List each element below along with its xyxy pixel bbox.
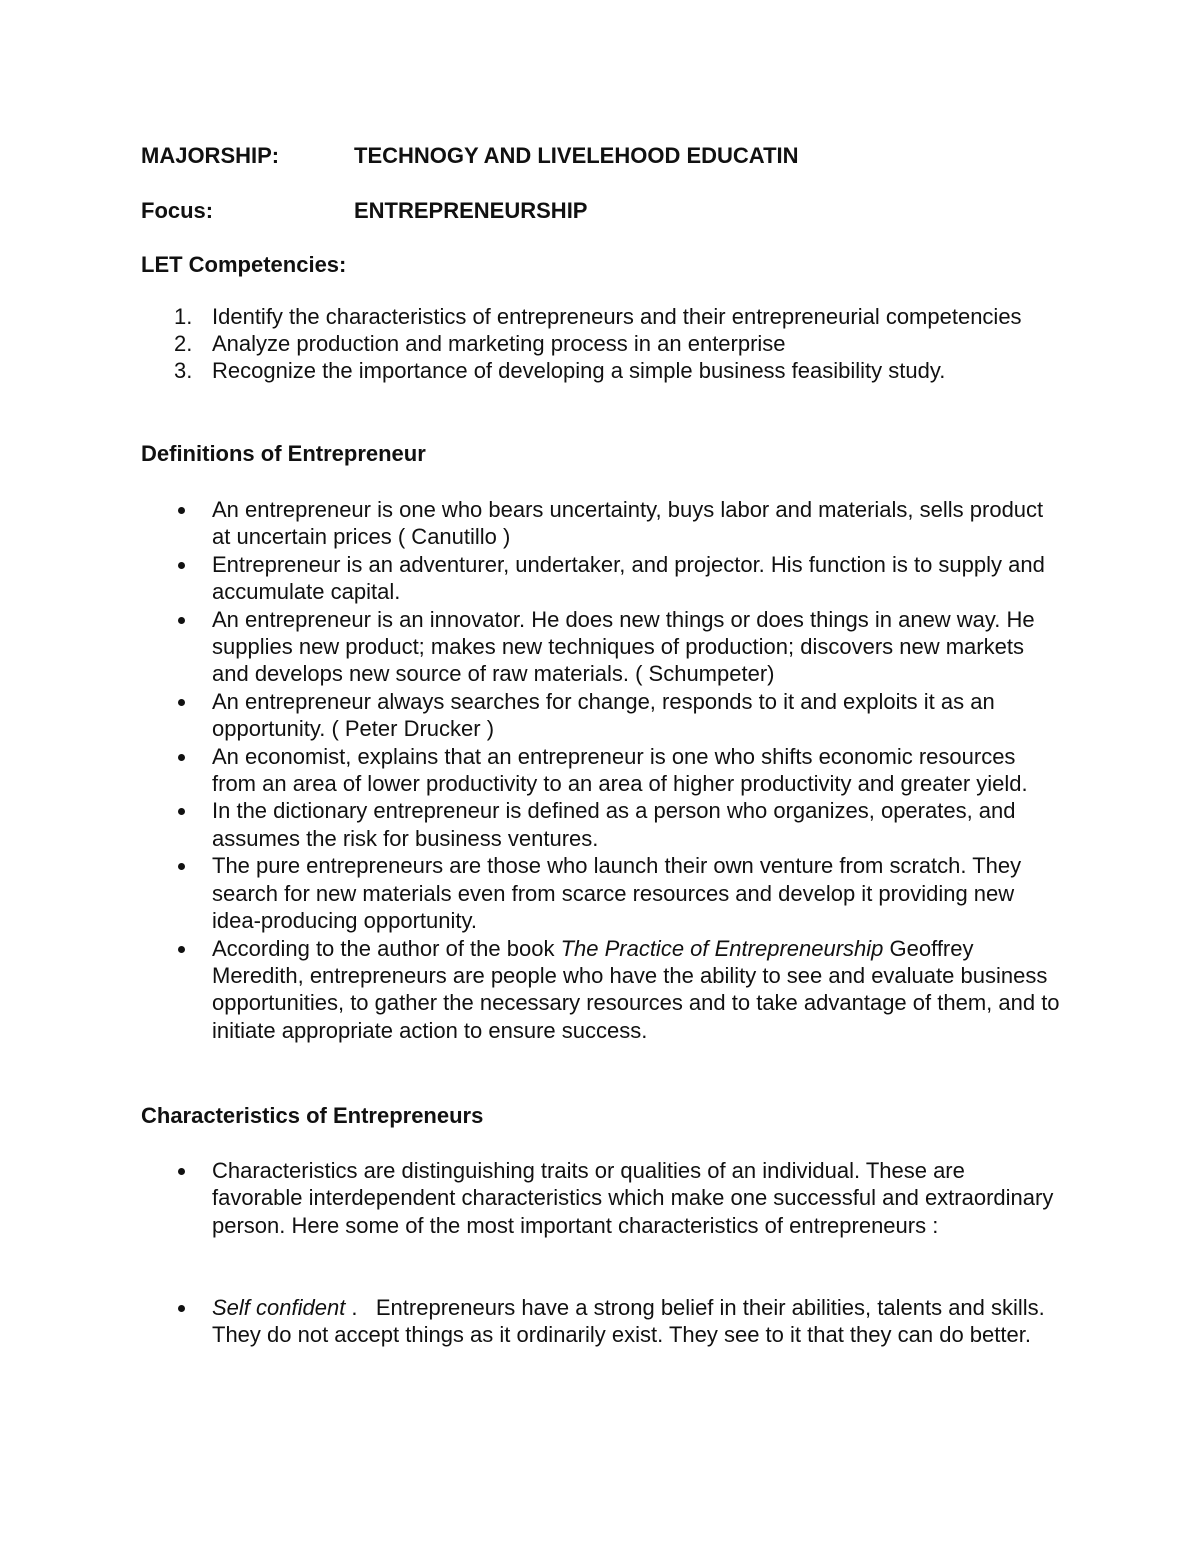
bullet-icon (178, 1168, 185, 1175)
book-title: The Practice of Entrepreneurship (560, 935, 884, 961)
bullet-icon (178, 507, 185, 514)
characteristics-trait-list (141, 1294, 1061, 1349)
list-item (141, 496, 1061, 551)
list-item-text: Entrepreneur is an adventurer, undertaker, and projector. His function is to supply and accumulate capital. (212, 551, 1045, 605)
list-item-text: Identify the characteristics of entrepreneurs and their entrepreneurial competencies (212, 304, 1022, 329)
list-item-text: An economist, explains that an entrepreneur is one who shifts economic resources from an area of lower productivity to an area of higher productivity and greater yield. (212, 743, 1028, 797)
bullet-icon (178, 1305, 185, 1312)
list-item (141, 606, 1061, 688)
majorship-value: TECHNOGY AND LIVELEHOOD EDUCATIN (354, 143, 799, 168)
list-number: 3. (174, 358, 193, 383)
characteristics-heading: Characteristics of Entrepreneurs (141, 1103, 484, 1128)
list-item (141, 743, 1061, 798)
bullet-icon (178, 562, 185, 569)
list-item (141, 797, 1061, 852)
majorship-label: MAJORSHIP: (141, 143, 280, 168)
list-item (141, 852, 1061, 934)
list-item-text: Characteristics are distinguishing traits or qualities of an individual. These are favorable interdependent characteristics which make one successful and extraordinary person. Here some of the most important characteristics of entrepreneurs : (212, 1158, 1054, 1238)
list-item-text: Analyze production and marketing process in an enterprise (212, 331, 786, 356)
focus-label: Focus: (141, 198, 214, 223)
list-item-text: In the dictionary entrepreneur is defined as a person who organizes, operates, and assumes the risk for business ventures. (212, 798, 1016, 851)
bullet-icon (178, 754, 185, 761)
trait-name: Self confident (212, 1295, 346, 1320)
characteristics-intro-list (141, 1157, 1061, 1239)
list-item (141, 935, 1061, 1045)
list-item-text-before: According to the author of the book (212, 935, 561, 961)
list-item-text: An entrepreneur is an innovator. He does new things or does things in anew way. He supplies new product; makes new techniques of production; discovers new markets and develops new source of raw materials. ( Schumpeter) (212, 606, 1035, 687)
definitions-heading: Definitions of Entrepreneur (141, 441, 426, 466)
focus-value: ENTREPRENEURSHIP (354, 198, 588, 223)
list-item (141, 357, 1041, 384)
list-item-text: An entrepreneur always searches for change, responds to it and exploits it as an opportunity. ( Peter Drucker ) (212, 688, 995, 742)
list-item (141, 1294, 1061, 1349)
list-item (141, 1157, 1061, 1239)
competencies-heading: LET Competencies: (141, 252, 347, 277)
competencies-list (141, 303, 1041, 384)
list-item (141, 688, 1061, 743)
list-number: 2. (174, 331, 193, 356)
list-item (141, 303, 1041, 330)
bullet-icon (178, 863, 185, 870)
trait-text: Entrepreneurs have a strong belief in their abilities, talents and skills. They do not accept things as it ordinarily exist. They see to it that they can do better. (212, 1295, 1045, 1348)
bullet-icon (178, 699, 185, 706)
list-item (141, 551, 1061, 606)
list-item-text-after: Geoffrey Meredith, entrepreneurs are people who have the ability to see and evaluate business opportunities, to gather the necessary resources and to take advantage of them, and to initiate appropriate action to ensure success. (212, 935, 1060, 1043)
list-item-text: An entrepreneur is one who bears uncertainty, buys labor and materials, sells product at uncertain prices ( Canutillo ) (212, 497, 1044, 550)
definitions-list (141, 496, 1061, 1044)
list-item (141, 330, 1041, 357)
bullet-icon (178, 946, 185, 953)
list-number: 1. (174, 304, 193, 329)
list-item-text: The pure entrepreneurs are those who launch their own venture from scratch. They search for new materials even from scarce resources and develop it providing new idea-producing opportunity. (212, 853, 1022, 934)
list-item-text: Recognize the importance of developing a simple business feasibility study. (212, 358, 946, 383)
bullet-icon (178, 617, 185, 624)
trait-separator: . (345, 1295, 376, 1320)
bullet-icon (178, 808, 185, 815)
